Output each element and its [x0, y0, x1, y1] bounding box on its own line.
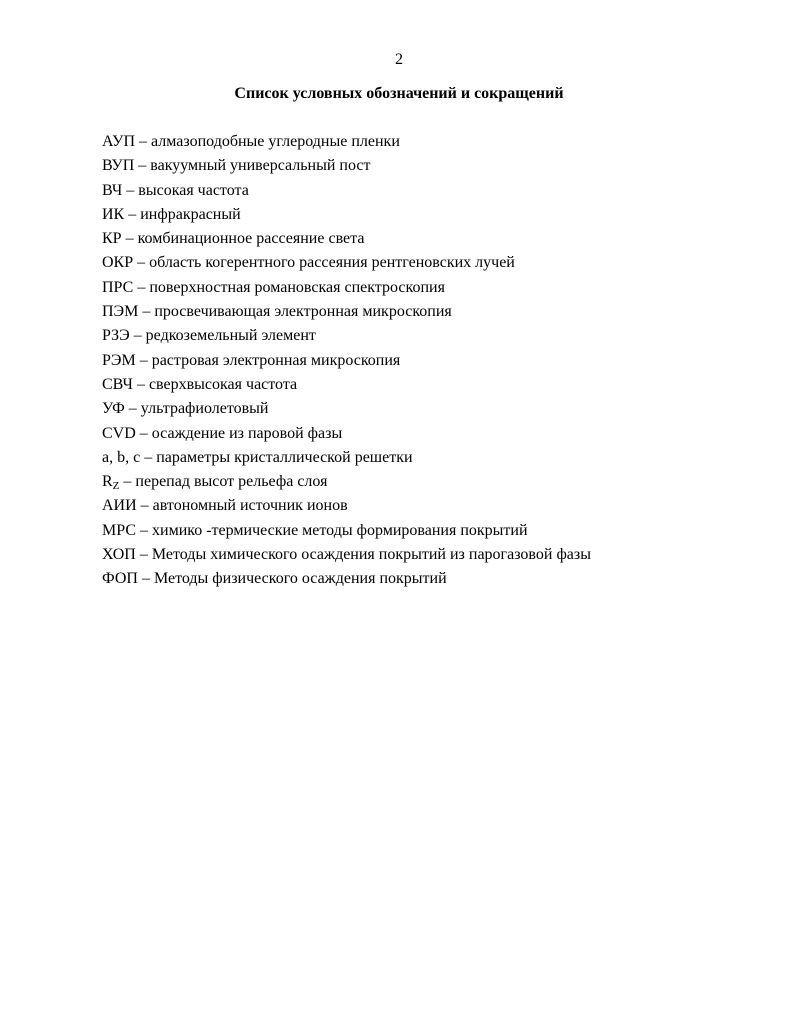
abbreviation-term: РЭМ	[102, 351, 136, 369]
abbreviation-separator: –	[136, 521, 152, 539]
abbreviation-definition: высокая частота	[138, 181, 249, 199]
abbreviation-separator: –	[137, 570, 154, 588]
abbreviation-term: a, b, c	[102, 448, 141, 466]
list-item	[102, 326, 591, 350]
abbreviation-definition: Методы физического осаждения покрытий	[153, 570, 447, 588]
abbreviation-separator: –	[133, 278, 150, 296]
abbreviation-definition: ультрафиолетовый	[140, 400, 269, 418]
abbreviation-definition: Методы химического осаждения покрытий из парогазовой фазы	[151, 546, 591, 564]
abbreviation-list	[102, 132, 591, 594]
abbreviation-definition: осаждение из паровой фазы	[151, 424, 343, 442]
list-item	[102, 496, 591, 520]
abbreviation-term: ОКР	[102, 254, 134, 272]
list-item	[102, 448, 591, 472]
abbreviation-separator: –	[140, 448, 157, 466]
list-item	[102, 424, 591, 448]
list-item	[102, 302, 591, 326]
abbreviation-separator: –	[135, 546, 152, 564]
page-number: 2	[395, 51, 403, 68]
list-item	[102, 132, 591, 156]
abbreviation-term: РЗЭ	[102, 327, 130, 345]
abbreviation-term: СВЧ	[102, 375, 133, 393]
abbreviation-term: ФОП	[102, 570, 138, 588]
abbreviation-term: АУП	[102, 133, 136, 150]
abbreviation-separator: –	[138, 303, 155, 321]
abbreviation-definition: комбинационное рассеяние света	[137, 230, 365, 248]
list-item	[102, 521, 591, 545]
abbreviation-term: ИК	[102, 205, 125, 223]
abbreviation-separator: –	[129, 327, 146, 345]
abbreviation-term: ВУП	[102, 157, 135, 175]
abbreviation-separator: –	[122, 181, 139, 199]
abbreviation-definition: сверхвысокая частота	[148, 375, 298, 393]
abbreviation-separator: –	[121, 230, 138, 248]
abbreviation-term-subscript: Z	[112, 480, 120, 493]
list-item	[102, 569, 591, 593]
abbreviation-definition: параметры кристаллической решетки	[156, 448, 413, 466]
list-item	[102, 351, 591, 375]
list-item	[102, 375, 591, 399]
abbreviation-term: ПЭМ	[102, 303, 139, 321]
abbreviation-separator: –	[132, 375, 149, 393]
abbreviation-separator: –	[135, 133, 152, 150]
abbreviation-term: АИИ	[102, 497, 137, 515]
abbreviation-definition: область когерентного рассеяния рентгеновских лучей	[149, 254, 515, 272]
page-title: Список условных обозначений и сокращений	[234, 85, 564, 102]
abbreviation-separator: –	[124, 205, 141, 223]
abbreviation-definition: алмазоподобные углеродные пленки	[151, 133, 400, 150]
abbreviation-separator: –	[135, 351, 152, 369]
abbreviation-separator: –	[135, 424, 152, 442]
abbreviation-definition: вакуумный универсальный пост	[150, 157, 371, 175]
abbreviation-definition: инфракрасный	[140, 205, 241, 223]
abbreviation-definition: редкоземельный элемент	[145, 327, 316, 345]
abbreviation-term: ПРС	[102, 278, 134, 296]
list-item	[102, 181, 591, 205]
list-item	[102, 399, 591, 423]
abbreviation-definition: растровая электронная микроскопия	[151, 351, 401, 369]
abbreviation-definition: перепад высот рельефа слоя	[135, 473, 328, 491]
list-item	[102, 545, 591, 569]
abbreviation-definition: химико -термические методы формирования покрытий	[152, 521, 528, 539]
list-item	[102, 205, 591, 229]
abbreviation-term: КР	[102, 230, 122, 248]
list-item	[102, 156, 591, 180]
abbreviation-separator: –	[119, 473, 136, 491]
abbreviation-term: ХОП	[102, 546, 136, 564]
abbreviation-separator: –	[136, 497, 153, 515]
abbreviation-separator: –	[124, 400, 141, 418]
abbreviation-term: МРС	[102, 521, 136, 539]
abbreviation-definition: просвечивающая электронная микроскопия	[154, 303, 452, 321]
list-item	[102, 253, 591, 277]
abbreviation-definition: автономный источник ионов	[152, 497, 348, 515]
list-item	[102, 229, 591, 253]
abbreviation-term: CVD	[102, 424, 136, 442]
list-item	[102, 472, 591, 496]
abbreviation-term: УФ	[102, 400, 125, 418]
abbreviation-separator: –	[134, 157, 151, 175]
abbreviation-definition: поверхностная романовская спектроскопия	[149, 278, 445, 296]
abbreviation-separator: –	[133, 254, 150, 272]
abbreviation-term: ВЧ	[102, 181, 123, 199]
abbreviation-term: R	[102, 473, 113, 491]
list-item	[102, 278, 591, 302]
